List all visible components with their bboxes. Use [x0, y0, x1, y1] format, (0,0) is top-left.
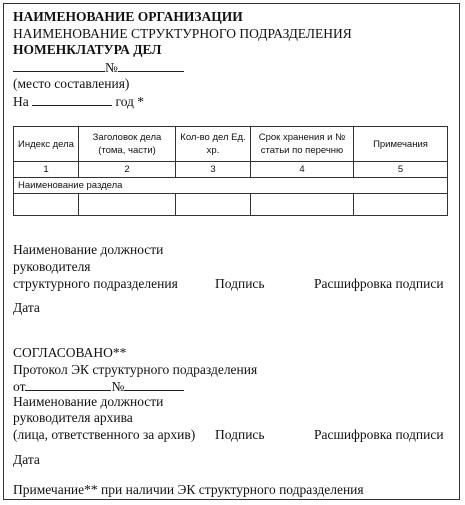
table-row — [14, 194, 448, 216]
date-blank — [13, 59, 105, 72]
archive-date-label: Дата — [13, 452, 40, 467]
position-line-3: структурного подразделения — [13, 276, 178, 291]
year-prefix: На — [13, 94, 29, 109]
column-number: 4 — [251, 162, 354, 178]
signature-decoding-label: Расшифровка подписи — [314, 276, 444, 291]
column-number: 2 — [79, 162, 176, 178]
section-row — [14, 178, 448, 194]
year-line — [13, 93, 144, 110]
protocol-date-blank — [25, 378, 111, 391]
year-blank — [32, 93, 112, 106]
position-line-1: Наименование должности — [13, 242, 164, 257]
year-suffix: год * — [115, 94, 145, 109]
archive-position-line-1: Наименование должности — [13, 394, 164, 409]
archive-position-line-3: (лица, ответственного за архив) — [13, 427, 196, 442]
approved-label: СОГЛАСОВАНО** — [13, 345, 127, 360]
table-cell — [354, 194, 448, 216]
archive-position-line-2: руководителя архива — [13, 410, 133, 425]
table-cell — [14, 194, 79, 216]
column-number-row — [14, 162, 448, 178]
table-cell — [79, 194, 176, 216]
archive-signature-label: Подпись — [215, 427, 265, 442]
column-number: 1 — [14, 162, 79, 178]
column-number: 5 — [354, 162, 448, 178]
table-cell — [176, 194, 251, 216]
footnote: Примечание** при наличии ЭК структурного подразделения — [13, 482, 364, 497]
date-label: Дата — [13, 300, 40, 315]
protocol-number-blank — [124, 378, 184, 391]
table-cell — [251, 194, 354, 216]
org-name: НАИМЕНОВАНИЕ ОРГАНИЗАЦИИ — [13, 9, 243, 24]
section-label: Наименование раздела — [14, 178, 448, 194]
column-header: Заголовок дела (тома, части) — [79, 127, 176, 162]
doc-title: НОМЕНКЛАТУРА ДЕЛ — [13, 42, 162, 57]
column-header: Индекс дела — [14, 127, 79, 162]
column-number: 3 — [176, 162, 251, 178]
table-header-row — [14, 127, 448, 162]
column-header: Примечания — [354, 127, 448, 162]
place-note: (место составления) — [13, 76, 130, 91]
position-line-2: руководителя — [13, 259, 91, 274]
nomenclature-table — [13, 126, 448, 216]
signature-label: Подпись — [215, 276, 265, 291]
protocol-number-sign: № — [111, 379, 125, 394]
number-sign: № — [105, 60, 118, 75]
protocol-line: Протокол ЭК структурного подразделения — [13, 362, 258, 377]
protocol-number-line — [13, 378, 184, 395]
from-label: от — [13, 379, 26, 394]
doc-number-line — [13, 59, 184, 76]
number-blank — [118, 59, 184, 72]
archive-signature-decoding-label: Расшифровка подписи — [314, 427, 444, 442]
column-header: Срок хранения и № статьи по перечню — [251, 127, 354, 162]
unit-name: НАИМЕНОВАНИЕ СТРУКТУРНОГО ПОДРАЗДЕЛЕНИЯ — [13, 26, 352, 41]
column-header: Кол-во дел Ед. хр. — [176, 127, 251, 162]
